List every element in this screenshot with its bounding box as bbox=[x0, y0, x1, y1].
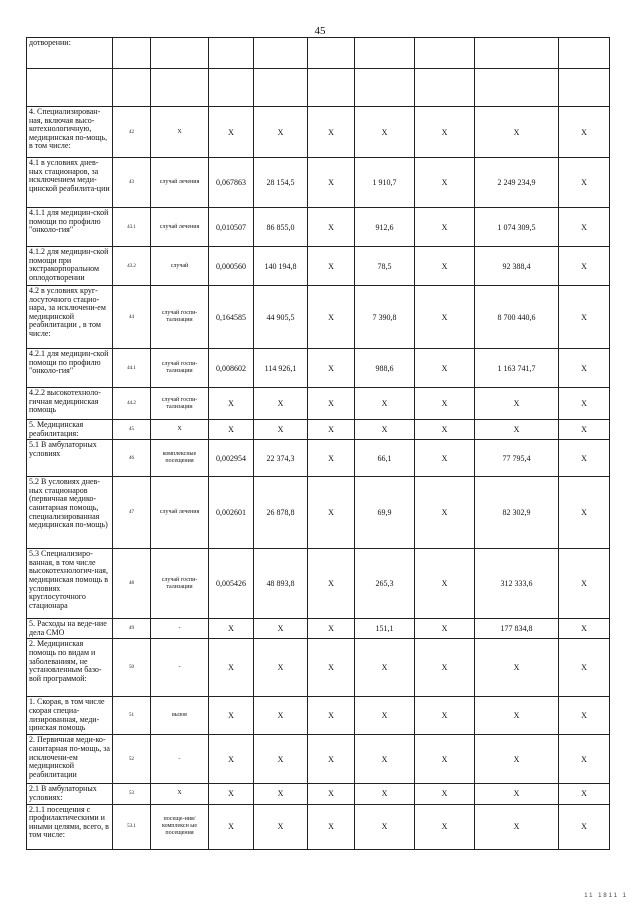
table-row bbox=[27, 107, 610, 158]
table-row bbox=[27, 440, 610, 477]
cell-code: 52 bbox=[113, 735, 151, 784]
cell-c3 bbox=[308, 38, 355, 69]
cell-c2: Х bbox=[254, 697, 308, 735]
table-row bbox=[27, 349, 610, 388]
cell-c5: Х bbox=[415, 549, 475, 619]
cell-c1: Х bbox=[209, 697, 254, 735]
cell-c3: Х bbox=[308, 440, 355, 477]
cell-c7: Х bbox=[559, 286, 610, 349]
cell-c3: Х bbox=[308, 420, 355, 440]
cell-code: 44 bbox=[113, 286, 151, 349]
cell-code: 53.1 bbox=[113, 804, 151, 849]
cell-c5: Х bbox=[415, 286, 475, 349]
cell-c1: Х bbox=[209, 420, 254, 440]
cell-c6: Х bbox=[475, 784, 559, 804]
table-row bbox=[27, 388, 610, 420]
cell-label: 4.2.2 высокотехноло-гичная медицинская помощь bbox=[27, 388, 113, 420]
cell-label: 5.3 Специализиро-ванная, в том числе высокотехнологич-ная, медицинская помощь в условиях круглосуточного стационара bbox=[27, 549, 113, 619]
cell-c6: Х bbox=[475, 107, 559, 158]
cell-c1: Х bbox=[209, 735, 254, 784]
cell-c3: Х bbox=[308, 735, 355, 784]
cell-label: 4.2.1 для медицин-ской помощи по профилю "онколо-гия" bbox=[27, 349, 113, 388]
cell-c6: 2 249 234,9 bbox=[475, 158, 559, 208]
cell-c4: Х bbox=[355, 107, 415, 158]
cell-unit bbox=[151, 69, 209, 107]
cell-label bbox=[27, 69, 113, 107]
cell-c5: Х bbox=[415, 247, 475, 286]
cell-label: 5.2 В условиях днев-ных стационаров (первичная медико-санитарная помощь, специализированная медицинская по-мощь) bbox=[27, 477, 113, 549]
cell-c1: Х bbox=[209, 619, 254, 639]
cell-c2 bbox=[254, 69, 308, 107]
cell-c3: Х bbox=[308, 477, 355, 549]
cell-code bbox=[113, 69, 151, 107]
cell-c4: 265,3 bbox=[355, 549, 415, 619]
cell-c6 bbox=[475, 38, 559, 69]
cell-label: 2. Первичная меди-ко-санитарная по-мощь, за исключени-ем медицинской реабилитации bbox=[27, 735, 113, 784]
cell-c4: 66,1 bbox=[355, 440, 415, 477]
cell-c5: Х bbox=[415, 208, 475, 247]
cell-c5: Х bbox=[415, 639, 475, 697]
cell-c2: 26 878,8 bbox=[254, 477, 308, 549]
cell-c3: Х bbox=[308, 784, 355, 804]
cell-code: 50 bbox=[113, 639, 151, 697]
cell-c7: Х bbox=[559, 804, 610, 849]
table-row bbox=[27, 639, 610, 697]
cell-c5: Х bbox=[415, 735, 475, 784]
cell-c7: Х bbox=[559, 158, 610, 208]
cell-label: 5. Медицинская реабилитация: bbox=[27, 420, 113, 440]
cell-c3: Х bbox=[308, 804, 355, 849]
cell-c4: 151,1 bbox=[355, 619, 415, 639]
cell-c1: Х bbox=[209, 639, 254, 697]
cell-c5: Х bbox=[415, 107, 475, 158]
cell-code: 43.2 bbox=[113, 247, 151, 286]
cell-c6: Х bbox=[475, 697, 559, 735]
cell-c6: Х bbox=[475, 804, 559, 849]
cell-code: 48 bbox=[113, 549, 151, 619]
cell-c1: 0,008602 bbox=[209, 349, 254, 388]
cell-c6 bbox=[475, 69, 559, 107]
cell-c6: Х bbox=[475, 420, 559, 440]
cell-c7: Х bbox=[559, 639, 610, 697]
cell-c1: Х bbox=[209, 804, 254, 849]
cell-c5: Х bbox=[415, 784, 475, 804]
cell-unit: случай лечения bbox=[151, 158, 209, 208]
table-row bbox=[27, 784, 610, 804]
cell-c1: 0,005426 bbox=[209, 549, 254, 619]
cell-code: 47 bbox=[113, 477, 151, 549]
cell-c7 bbox=[559, 69, 610, 107]
cell-c4: Х bbox=[355, 388, 415, 420]
cell-c4: Х bbox=[355, 639, 415, 697]
cell-c5: Х bbox=[415, 440, 475, 477]
cell-c5: Х bbox=[415, 158, 475, 208]
financing-table bbox=[26, 37, 610, 850]
cell-c3: Х bbox=[308, 639, 355, 697]
cell-c1 bbox=[209, 38, 254, 69]
table-row bbox=[27, 735, 610, 784]
cell-code: 44.2 bbox=[113, 388, 151, 420]
table-body bbox=[27, 38, 610, 850]
cell-c5: Х bbox=[415, 697, 475, 735]
cell-c3: Х bbox=[308, 286, 355, 349]
cell-c4: 78,5 bbox=[355, 247, 415, 286]
cell-c1: 0,067863 bbox=[209, 158, 254, 208]
table-row bbox=[27, 286, 610, 349]
cell-c6: 1 163 741,7 bbox=[475, 349, 559, 388]
table-row bbox=[27, 477, 610, 549]
cell-c4 bbox=[355, 38, 415, 69]
cell-c5: Х bbox=[415, 804, 475, 849]
cell-c7: Х bbox=[559, 107, 610, 158]
cell-code: 46 bbox=[113, 440, 151, 477]
table-row bbox=[27, 69, 610, 107]
cell-c5 bbox=[415, 69, 475, 107]
cell-code bbox=[113, 38, 151, 69]
cell-c3: Х bbox=[308, 107, 355, 158]
cell-code: 53 bbox=[113, 784, 151, 804]
cell-c6: 8 700 440,6 bbox=[475, 286, 559, 349]
cell-c3: Х bbox=[308, 697, 355, 735]
cell-unit: Х bbox=[151, 420, 209, 440]
cell-c3: Х bbox=[308, 388, 355, 420]
cell-c1: Х bbox=[209, 107, 254, 158]
cell-c2: Х bbox=[254, 107, 308, 158]
cell-c2: Х bbox=[254, 804, 308, 849]
cell-unit: случай госпи-тализации bbox=[151, 388, 209, 420]
cell-c1: Х bbox=[209, 784, 254, 804]
cell-unit: Х bbox=[151, 784, 209, 804]
table-row bbox=[27, 420, 610, 440]
table-row bbox=[27, 697, 610, 735]
table-row bbox=[27, 549, 610, 619]
cell-c5 bbox=[415, 38, 475, 69]
cell-c6: 1 074 309,5 bbox=[475, 208, 559, 247]
cell-unit: посеще-ния/комплексн ые посещения bbox=[151, 804, 209, 849]
cell-unit: - bbox=[151, 619, 209, 639]
cell-c6: 92 388,4 bbox=[475, 247, 559, 286]
cell-label: 4. Специализирован-ная, включая высо-котехнологичную, медицинская по-мощь, в том числе: bbox=[27, 107, 113, 158]
cell-c6: Х bbox=[475, 388, 559, 420]
table-row bbox=[27, 158, 610, 208]
cell-label: 5. Расходы на веде-ние дела СМО bbox=[27, 619, 113, 639]
cell-c7: Х bbox=[559, 440, 610, 477]
cell-c1: 0,002954 bbox=[209, 440, 254, 477]
cell-label: 1. Скорая, в том числе скорая специа-лизированная, меди-цинская помощь bbox=[27, 697, 113, 735]
cell-c2: Х bbox=[254, 619, 308, 639]
cell-c2: Х bbox=[254, 420, 308, 440]
cell-c7: Х bbox=[559, 420, 610, 440]
cell-c2: 22 374,3 bbox=[254, 440, 308, 477]
cell-c4: 7 390,8 bbox=[355, 286, 415, 349]
cell-c4: 912,6 bbox=[355, 208, 415, 247]
cell-c2: 86 855,0 bbox=[254, 208, 308, 247]
cell-c2: Х bbox=[254, 735, 308, 784]
table-row bbox=[27, 208, 610, 247]
table-row bbox=[27, 804, 610, 849]
cell-c2 bbox=[254, 38, 308, 69]
cell-c4: Х bbox=[355, 784, 415, 804]
cell-c3: Х bbox=[308, 208, 355, 247]
cell-c6: 177 834,8 bbox=[475, 619, 559, 639]
cell-c1: 0,164585 bbox=[209, 286, 254, 349]
cell-unit bbox=[151, 38, 209, 69]
cell-c7: Х bbox=[559, 784, 610, 804]
cell-c3: Х bbox=[308, 619, 355, 639]
cell-c3: Х bbox=[308, 549, 355, 619]
table-row bbox=[27, 619, 610, 639]
cell-code: 43 bbox=[113, 158, 151, 208]
footer-mark: 11 1811 1 bbox=[584, 893, 628, 899]
cell-c4: 988,6 bbox=[355, 349, 415, 388]
cell-label: 5.1 В амбулаторных условиях bbox=[27, 440, 113, 477]
cell-c7: Х bbox=[559, 247, 610, 286]
cell-unit: случай госпи-тализации bbox=[151, 549, 209, 619]
cell-c6: Х bbox=[475, 735, 559, 784]
cell-label: 4.1.2 для медицин-ской помощи при экстракорпоральном оплодотворении bbox=[27, 247, 113, 286]
cell-c2: 114 926,1 bbox=[254, 349, 308, 388]
cell-c4: Х bbox=[355, 735, 415, 784]
cell-code: 44.1 bbox=[113, 349, 151, 388]
cell-label: 2.1.1 посещения с профилактическими и иными целями, всего, в том числе: bbox=[27, 804, 113, 849]
cell-label: 4.1.1 для медицин-ской помощи по профилю "онколо-гия" bbox=[27, 208, 113, 247]
cell-code: 45 bbox=[113, 420, 151, 440]
cell-unit: случай госпи-тализации bbox=[151, 286, 209, 349]
cell-c1: 0,002601 bbox=[209, 477, 254, 549]
cell-c7: Х bbox=[559, 388, 610, 420]
cell-c5: Х bbox=[415, 477, 475, 549]
cell-unit: случай лечения bbox=[151, 208, 209, 247]
cell-c2: 48 893,8 bbox=[254, 549, 308, 619]
table-row bbox=[27, 247, 610, 286]
table-row bbox=[27, 38, 610, 69]
cell-c4: Х bbox=[355, 697, 415, 735]
cell-label: 4.2 в условиях круг-лосуточного стацио-нара, за исключени-ем медицинской реабилитации , в том числе: bbox=[27, 286, 113, 349]
cell-c3: Х bbox=[308, 349, 355, 388]
cell-c5: Х bbox=[415, 619, 475, 639]
cell-c1: 0,010507 bbox=[209, 208, 254, 247]
cell-c2: 140 194,8 bbox=[254, 247, 308, 286]
cell-unit: случай лечения bbox=[151, 477, 209, 549]
cell-label: 2.1 В амбулаторных условиях: bbox=[27, 784, 113, 804]
cell-unit: - bbox=[151, 735, 209, 784]
cell-code: 42 bbox=[113, 107, 151, 158]
cell-c3 bbox=[308, 69, 355, 107]
page-number: 45 bbox=[314, 25, 326, 37]
cell-c6: 312 333,6 bbox=[475, 549, 559, 619]
cell-c5: Х bbox=[415, 349, 475, 388]
cell-c4: 1 910,7 bbox=[355, 158, 415, 208]
cell-c7: Х bbox=[559, 697, 610, 735]
cell-c4: 69,9 bbox=[355, 477, 415, 549]
cell-c7: Х bbox=[559, 549, 610, 619]
cell-c2: 28 154,5 bbox=[254, 158, 308, 208]
cell-c7: Х bbox=[559, 735, 610, 784]
cell-c1: 0,000560 bbox=[209, 247, 254, 286]
cell-c4: Х bbox=[355, 420, 415, 440]
cell-c1 bbox=[209, 69, 254, 107]
cell-label: 2. Медицинская помощь по видам и заболеваниям, не установленным базо-вой программой: bbox=[27, 639, 113, 697]
cell-unit: вызов bbox=[151, 697, 209, 735]
cell-c5: Х bbox=[415, 388, 475, 420]
cell-unit: Х bbox=[151, 107, 209, 158]
cell-c4: Х bbox=[355, 804, 415, 849]
cell-unit: комплексные посещения bbox=[151, 440, 209, 477]
cell-c7: Х bbox=[559, 208, 610, 247]
cell-code: 51 bbox=[113, 697, 151, 735]
cell-label: 4.1 в условиях днев-ных стационаров, за исключением меди-цинской реабилита-ции bbox=[27, 158, 113, 208]
cell-c5: Х bbox=[415, 420, 475, 440]
cell-c6: 82 302,9 bbox=[475, 477, 559, 549]
cell-c3: Х bbox=[308, 158, 355, 208]
cell-unit: - bbox=[151, 639, 209, 697]
cell-c3: Х bbox=[308, 247, 355, 286]
cell-c2: Х bbox=[254, 639, 308, 697]
cell-c7: Х bbox=[559, 477, 610, 549]
cell-unit: случай госпи-тализации bbox=[151, 349, 209, 388]
cell-c2: 44 905,5 bbox=[254, 286, 308, 349]
cell-c1: Х bbox=[209, 388, 254, 420]
cell-c6: Х bbox=[475, 639, 559, 697]
cell-code: 43.1 bbox=[113, 208, 151, 247]
cell-label: дотворении: bbox=[27, 38, 113, 69]
cell-code: 49 bbox=[113, 619, 151, 639]
cell-c7: Х bbox=[559, 349, 610, 388]
cell-c7: Х bbox=[559, 619, 610, 639]
cell-c6: 77 795,4 bbox=[475, 440, 559, 477]
cell-c2: Х bbox=[254, 784, 308, 804]
cell-c7 bbox=[559, 38, 610, 69]
cell-unit: случай bbox=[151, 247, 209, 286]
cell-c4 bbox=[355, 69, 415, 107]
cell-c2: Х bbox=[254, 388, 308, 420]
